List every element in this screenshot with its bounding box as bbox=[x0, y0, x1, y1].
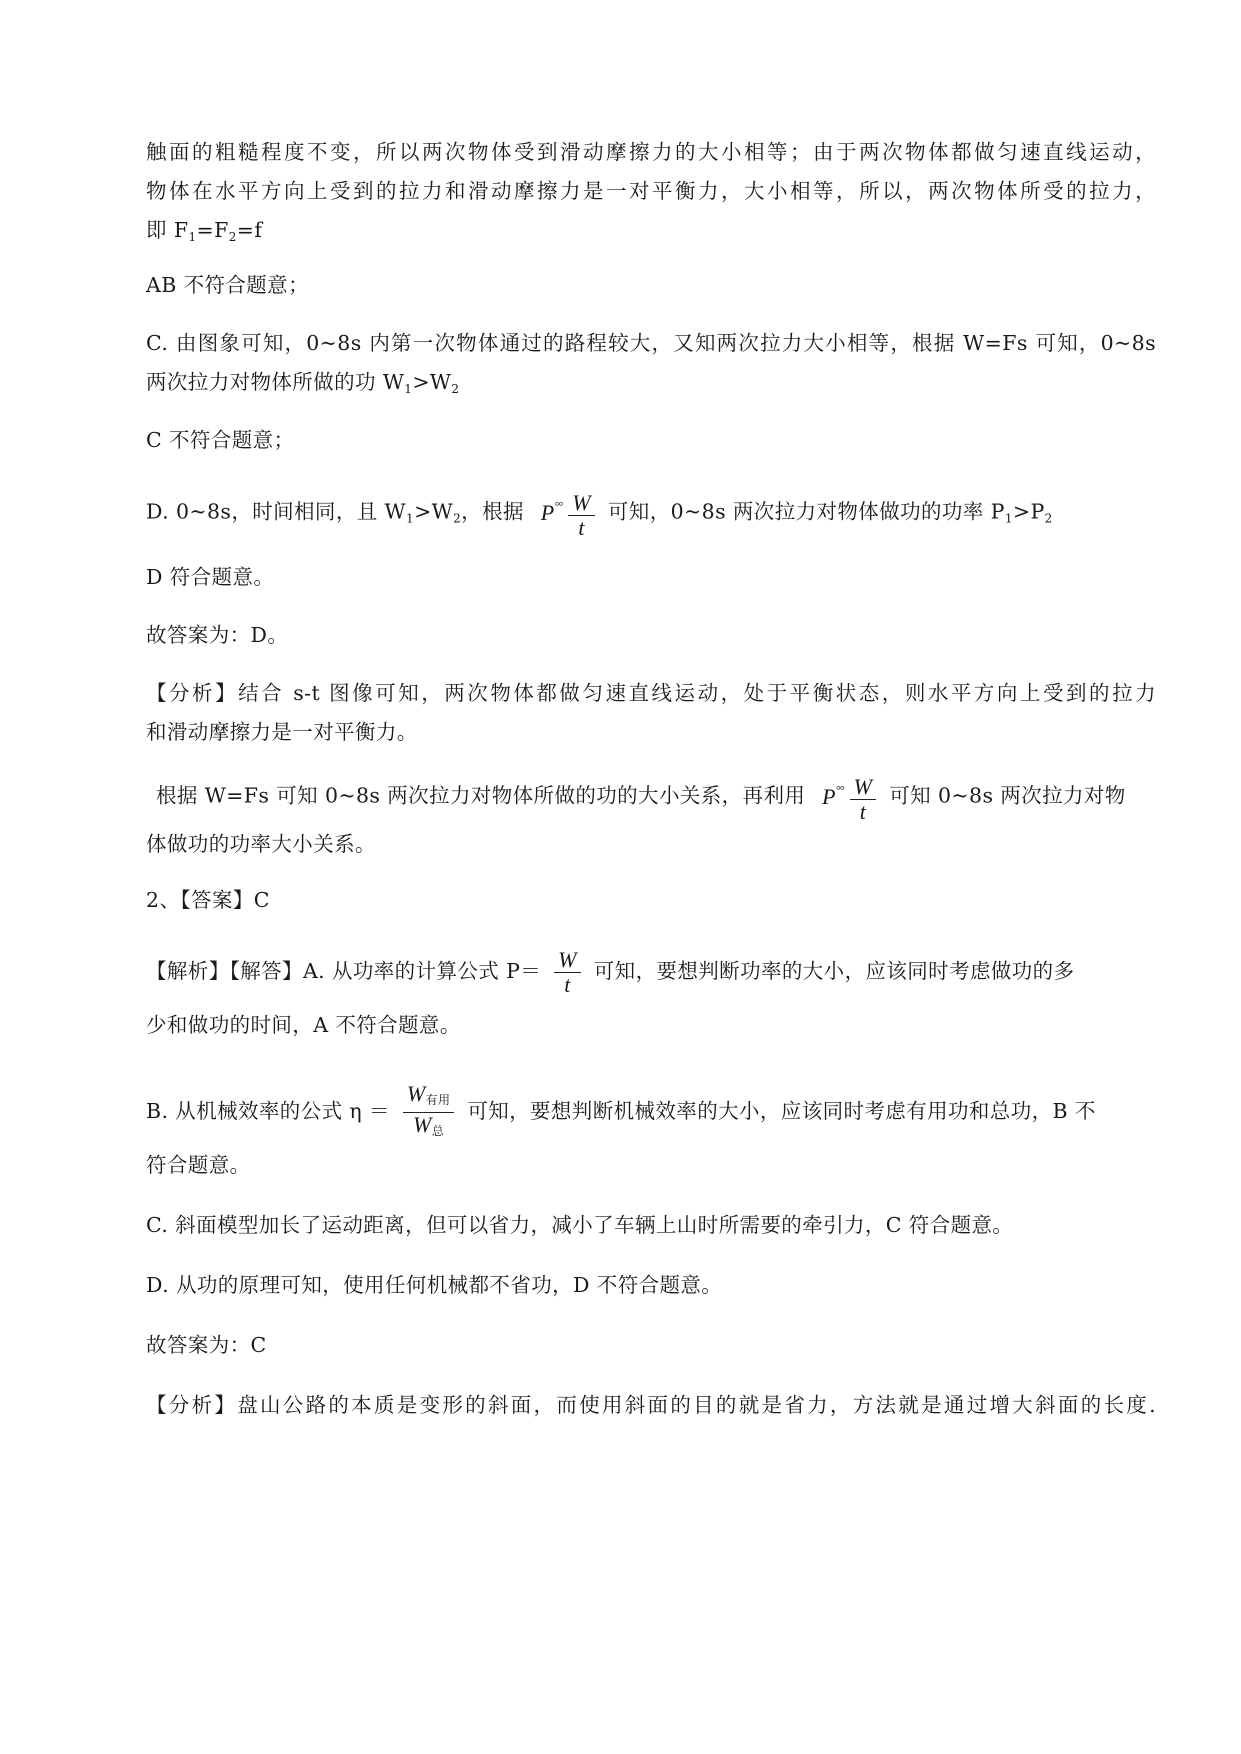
text-line-with-formula: B. 从机械效率的公式 η ＝ $\frac{W_{有用}}{W_总}$ 可知，要想判断机械效率的大小，应该同时考虑有用功和总功，B 不 bbox=[146, 1082, 1096, 1143]
text-line: 两次拉力对物体所做的功 W1>W2 bbox=[146, 370, 460, 396]
text-line: 故答案为：C bbox=[146, 1333, 267, 1357]
text-line: 体做功的功率大小关系。 bbox=[146, 832, 376, 856]
text-line: 物体在水平方向上受到的拉力和滑动摩擦力是一对平衡力，大小相等，所以，两次物体所受的拉力， bbox=[146, 179, 1156, 203]
text-line-with-formula: 根据 W=Fs 可知 0~8s 两次拉力对物体所做的功的大小关系，再利用 P°° $\frac{W}{t}$ 可知 0~8s 两次拉力对物 bbox=[156, 770, 1126, 824]
text-line: 和滑动摩擦力是一对平衡力。 bbox=[146, 720, 418, 744]
text-line: 少和做功的时间，A 不符合题意。 bbox=[146, 1013, 461, 1037]
text-line: 触面的粗糙程度不变，所以两次物体受到滑动摩擦力的大小相等；由于两次物体都做匀速直线运动， bbox=[146, 140, 1156, 164]
analysis-line: 【分析】结合 s-t 图像可知，两次物体都做匀速直线运动，处于平衡状态，则水平方向上受到的拉力 bbox=[146, 681, 1156, 705]
analysis-line: 【分析】盘山公路的本质是变形的斜面，而使用斜面的目的就是省力，方法就是通过增大斜面的长度. bbox=[146, 1393, 1156, 1417]
power-formula: P°° $\frac{W}{t}$ bbox=[822, 770, 882, 824]
power-fraction: $\frac{W}{t}$ bbox=[548, 948, 587, 997]
text-line-with-formula: D. 0~8s，时间相同，且 W1>W2，根据 P°° $\frac{W}{t}$ 可知，0~8s 两次拉力对物体做功的功率 P1>P2 bbox=[146, 486, 1053, 540]
text-line: AB 不符合题意； bbox=[146, 273, 309, 297]
text-line: C. 斜面模型加长了运动距离，但可以省力，减小了车辆上山时所需要的牵引力，C 符合题意。 bbox=[146, 1213, 1014, 1237]
text-line-with-formula: 【解析】【解答】A. 从功率的计算公式 P＝ $\frac{W}{t}$ 可知，要想判断功率的大小，应该同时考虑做功的多 bbox=[146, 947, 1075, 997]
text-line: 即 F1=F2=f bbox=[146, 218, 263, 244]
text-line: 符合题意。 bbox=[146, 1153, 251, 1177]
text-line: D 符合题意。 bbox=[146, 565, 275, 589]
text-line: C 不符合题意； bbox=[146, 428, 295, 452]
efficiency-fraction: $\frac{W_{有用}}{W_总}$ bbox=[397, 1082, 461, 1143]
text-line: C. 由图象可知，0~8s 内第一次物体通过的路程较大，又知两次拉力大小相等，根据 W=Fs 可知，0~8s bbox=[146, 331, 1156, 355]
text-line: 故答案为：D。 bbox=[146, 623, 289, 647]
answer-heading: 2、【答案】C bbox=[146, 888, 270, 912]
power-formula: P°° $\frac{W}{t}$ bbox=[541, 486, 601, 540]
text-line: D. 从功的原理可知，使用任何机械都不省功，D 不符合题意。 bbox=[146, 1273, 723, 1297]
